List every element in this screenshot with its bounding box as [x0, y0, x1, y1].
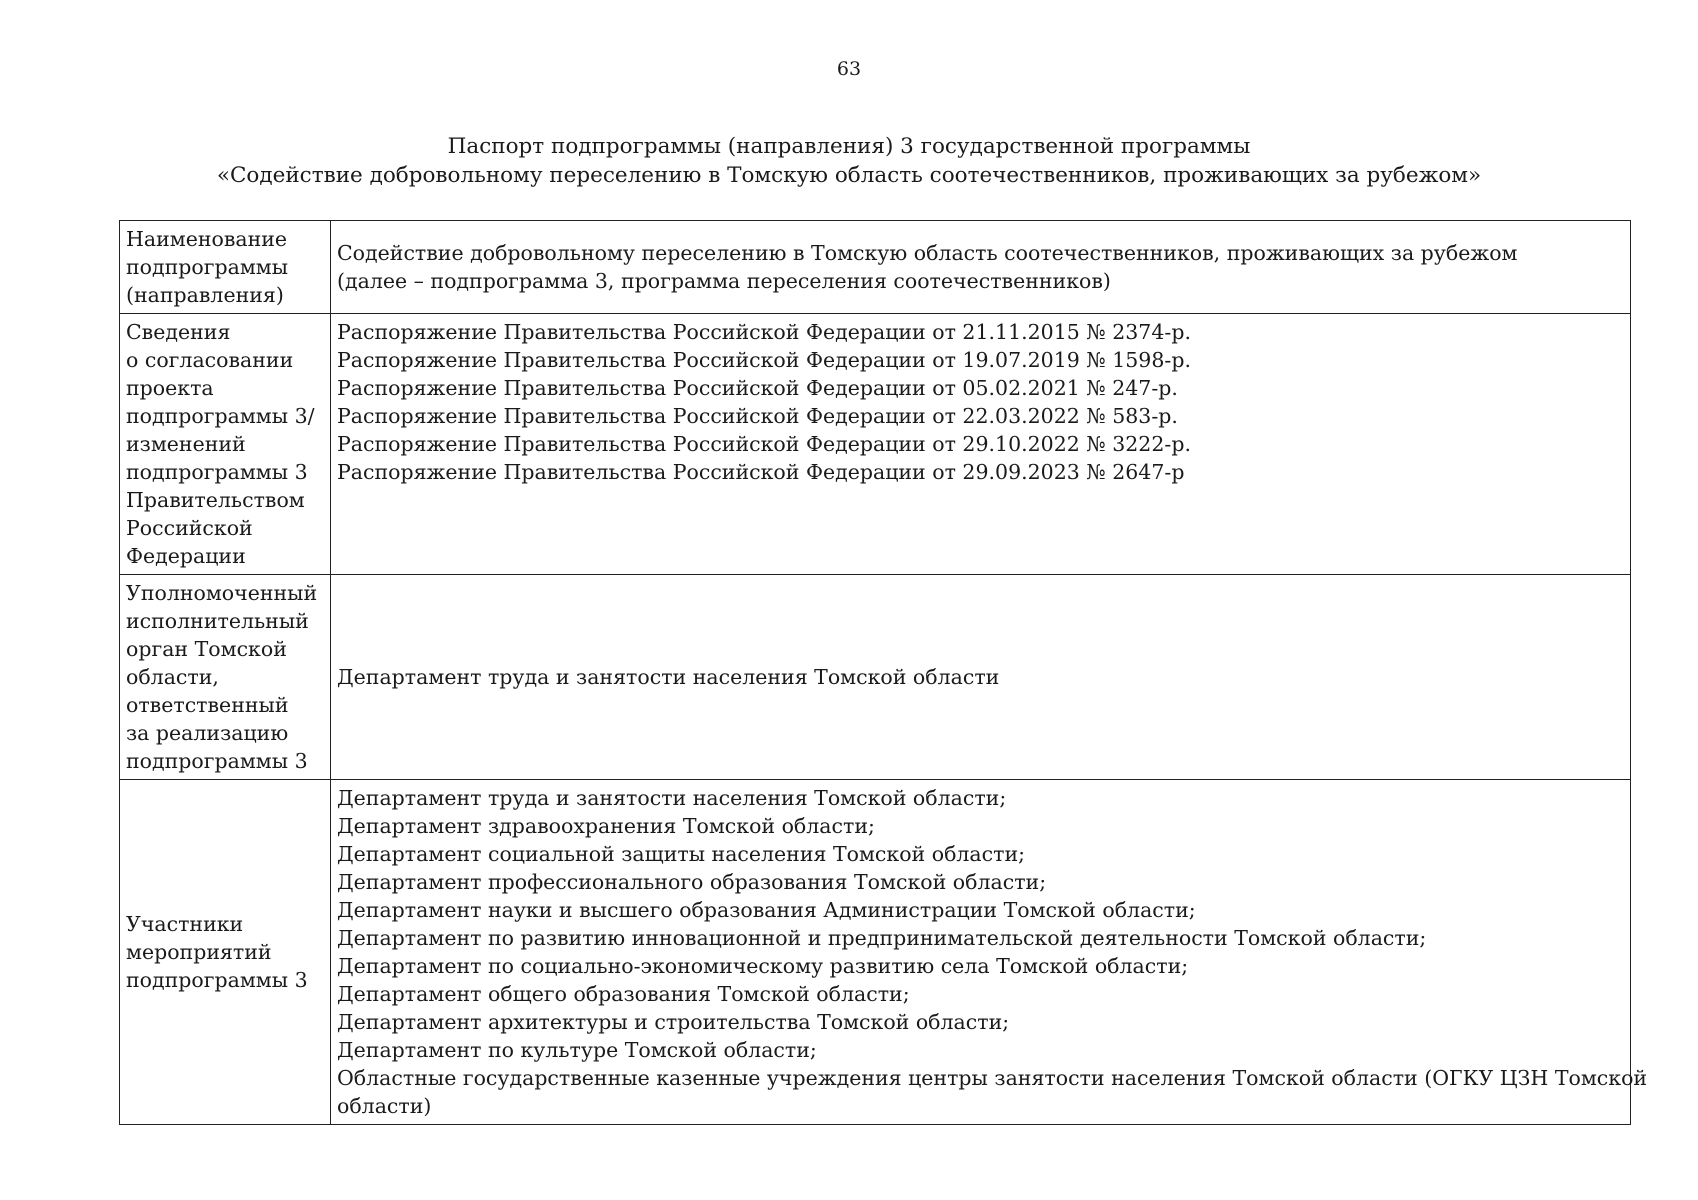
value-cell-participants	[331, 780, 1648, 1125]
label-line: (направления)	[126, 283, 284, 307]
value-line: Распоряжение Правительства Российской Федерации от 19.07.2019 № 1598-р.	[337, 348, 1191, 372]
label-cell-approvals	[120, 314, 331, 575]
document-title	[0, 132, 1698, 190]
label-line: подпрограммы 3	[126, 460, 308, 484]
value-cell-name	[331, 221, 1631, 314]
value-cell-approvals	[331, 314, 1631, 575]
label-line: Правительством	[126, 488, 305, 512]
label-cell-name	[120, 221, 331, 314]
value-line: Департамент по развитию инновационной и предпринимательской деятельности Томской области;	[337, 926, 1427, 950]
title-line-2: «Содействие добровольному переселению в Томскую область соотечественников, проживающих за рубежом»	[216, 163, 1482, 188]
value-line: Департамент науки и высшего образования Администрации Томской области;	[337, 898, 1196, 922]
label-line: подпрограммы 3/	[126, 404, 315, 428]
value-line: Департамент профессионального образования Томской области;	[337, 870, 1047, 894]
value-line: Департамент общего образования Томской области;	[337, 982, 910, 1006]
value-line: области)	[337, 1094, 432, 1118]
value-line: Распоряжение Правительства Российской Федерации от 29.09.2023 № 2647-р	[337, 460, 1185, 484]
label-line: проекта	[126, 376, 214, 400]
label-line: Участники	[126, 912, 244, 936]
value-line: Департамент архитектуры и строительства Томской области;	[337, 1010, 1010, 1034]
value-line: Распоряжение Правительства Российской Федерации от 05.02.2021 № 247-р.	[337, 376, 1178, 400]
value-line: Распоряжение Правительства Российской Федерации от 29.10.2022 № 3222-р.	[337, 432, 1191, 456]
page-number: 63	[836, 58, 862, 80]
value-line: Содействие добровольному переселению в Томскую область соотечественников, проживающих за рубежом	[337, 241, 1518, 265]
label-line: области,	[126, 665, 219, 689]
value-line: Департамент здравоохранения Томской области;	[337, 814, 875, 838]
table-row-participants	[120, 780, 1631, 1125]
value-line: Распоряжение Правительства Российской Федерации от 21.11.2015 № 2374-р.	[337, 320, 1191, 344]
label-line: о согласовании	[126, 348, 294, 372]
label-line: за реализацию	[126, 721, 289, 745]
table-row-approvals	[120, 314, 1631, 575]
value-line: Департамент труда и занятости населения Томской области;	[337, 786, 1007, 810]
label-line: мероприятий	[126, 940, 272, 964]
label-line: изменений	[126, 432, 246, 456]
label-line: подпрограммы 3	[126, 968, 308, 992]
label-line: Федерации	[126, 544, 246, 568]
table-row-responsible	[120, 575, 1631, 780]
value-line: Департамент социальной защиты населения Томской области;	[337, 842, 1026, 866]
label-line: подпрограммы 3	[126, 749, 308, 773]
label-line: Уполномоченный	[126, 581, 318, 605]
label-line: Сведения	[126, 320, 231, 344]
value-line: Областные государственные казенные учреждения центры занятости населения Томской области (ОГКУ ЦЗН Томской	[337, 1066, 1648, 1090]
value-line: Департамент труда и занятости населения Томской области	[337, 665, 1000, 689]
value-line: Департамент по культуре Томской области;	[337, 1038, 817, 1062]
value-line: (далее – подпрограмма 3, программа переселения соотечественников)	[337, 269, 1111, 293]
label-cell-responsible	[120, 575, 331, 780]
value-line: Распоряжение Правительства Российской Федерации от 22.03.2022 № 583-р.	[337, 404, 1178, 428]
passport-table	[119, 220, 1648, 1125]
label-cell-participants	[120, 780, 331, 1125]
label-line: исполнительный	[126, 609, 309, 633]
value-line: Департамент по социально-экономическому развитию села Томской области;	[337, 954, 1189, 978]
label-line: подпрограммы	[126, 255, 289, 279]
label-line: Российской	[126, 516, 253, 540]
label-line: Наименование	[126, 227, 288, 251]
table-row-name	[120, 221, 1631, 314]
label-line: орган Томской	[126, 637, 287, 661]
label-line: ответственный	[126, 693, 289, 717]
value-cell-responsible	[331, 575, 1631, 780]
title-line-1: Паспорт подпрограммы (направления) 3 государственной программы	[447, 134, 1251, 159]
